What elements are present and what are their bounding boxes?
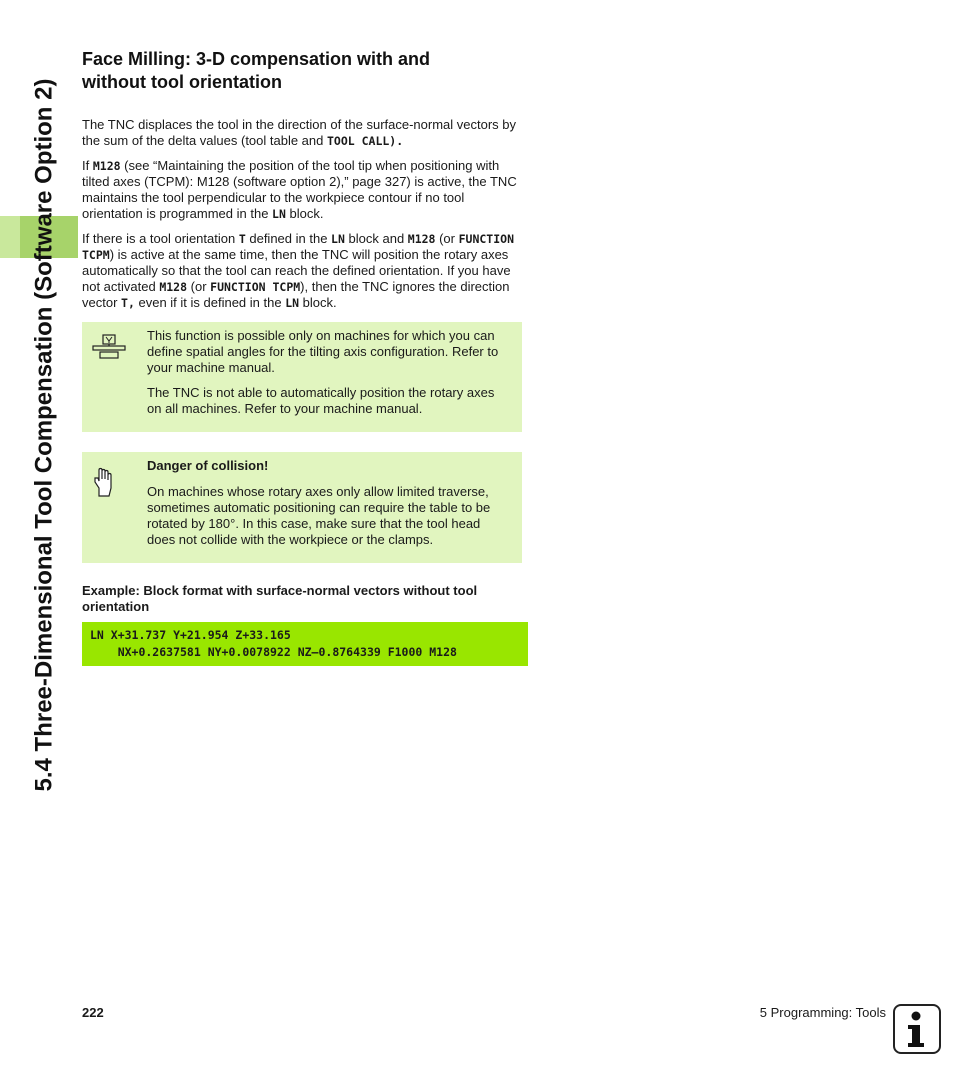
danger-note-title: Danger of collision! (147, 458, 269, 473)
paragraph-text: ) is active at the same time, then the TNC will position the rotary axes automatically so that the tool can reach the defined orientation. If you have not activated (82, 247, 511, 294)
inline-code: T (238, 232, 246, 246)
paragraph-text: defined in the (245, 231, 332, 246)
paragraph-text: If (82, 158, 93, 173)
paragraph-displacement (82, 117, 528, 149)
running-section-title (26, 40, 62, 830)
machine-manual-icon (92, 334, 126, 365)
paragraph-text: even if it is defined in the (134, 295, 286, 310)
inline-code: LN (272, 207, 286, 221)
example-title: Example: Block format with surface-normal vectors without tool orientation (82, 583, 478, 614)
machine-note-text-1: This function is possible only on machines for which you can define spatial angles for the tilting axis configuration. Refer to your machine manual. (147, 328, 499, 375)
heading-line-1: Face Milling: 3-D compensation with and (82, 49, 431, 69)
page-content (82, 48, 528, 666)
machine-note-box (82, 322, 522, 432)
paragraph-text: ), then the TNC ignores the direction vector (82, 279, 510, 310)
paragraph-text: block and (344, 231, 408, 246)
section-heading (82, 48, 528, 94)
section-tab-highlight (0, 216, 20, 258)
hand-warning-icon (92, 466, 116, 503)
heading-line-2: without tool orientation (82, 72, 282, 92)
paragraph-text: (or (187, 279, 211, 294)
inline-code: M128 (407, 232, 436, 246)
side-title-text: 5.4 Three-Dimensional Tool Compensation (Software Option 2) (30, 78, 57, 792)
paragraph-tool-orientation (82, 231, 528, 311)
footer-chapter-title: 5 Programming: Tools (759, 1005, 886, 1020)
paragraph-m128 (82, 158, 528, 222)
inline-code: TOOL CALL). (327, 134, 404, 148)
paragraph-text: (or (435, 231, 459, 246)
inline-code: M128 (92, 159, 121, 173)
machine-note-text-2: The TNC is not able to automatically position the rotary axes on all machines. Refer to your machine manual. (147, 385, 495, 416)
code-line-2: NX+0.2637581 NY+0.0078922 NZ–0.8764339 F1000 M128 (90, 645, 457, 659)
inline-code: T, (121, 296, 135, 310)
paragraph-text: block. (299, 295, 337, 310)
paragraph-text: If there is a tool orientation (82, 231, 239, 246)
paragraph-text: The TNC displaces the tool in the direction of the surface-normal vectors by the sum of the delta values (tool table and (82, 117, 517, 148)
code-example-block (82, 622, 528, 666)
danger-note-box (82, 452, 522, 563)
info-icon (893, 1004, 941, 1054)
inline-code: FUNCTION TCPM (82, 232, 514, 262)
inline-code: FUNCTION TCPM (210, 280, 301, 294)
inline-code: LN (331, 232, 345, 246)
danger-note-text: On machines whose rotary axes only allow limited traverse, sometimes automatic positioning can require the table to be rotated by 180°. In this case, make sure that the tool head does not collide with the workpiece or the clamps. (147, 484, 491, 547)
page-number: 222 (82, 1005, 104, 1020)
paragraph-text: (see “Maintaining the position of the tool tip when positioning with tilted axes (TCPM): M128 (software option 2),” page 327) is active, the TNC maintains the tool perpendicular to the workpiece contour if no tool orientation is programmed in the (82, 158, 517, 221)
inline-code: M128 (159, 280, 188, 294)
paragraph-text: block. (285, 206, 324, 221)
code-line-1: LN X+31.737 Y+21.954 Z+33.165 (90, 628, 291, 642)
inline-code: LN (285, 296, 300, 310)
